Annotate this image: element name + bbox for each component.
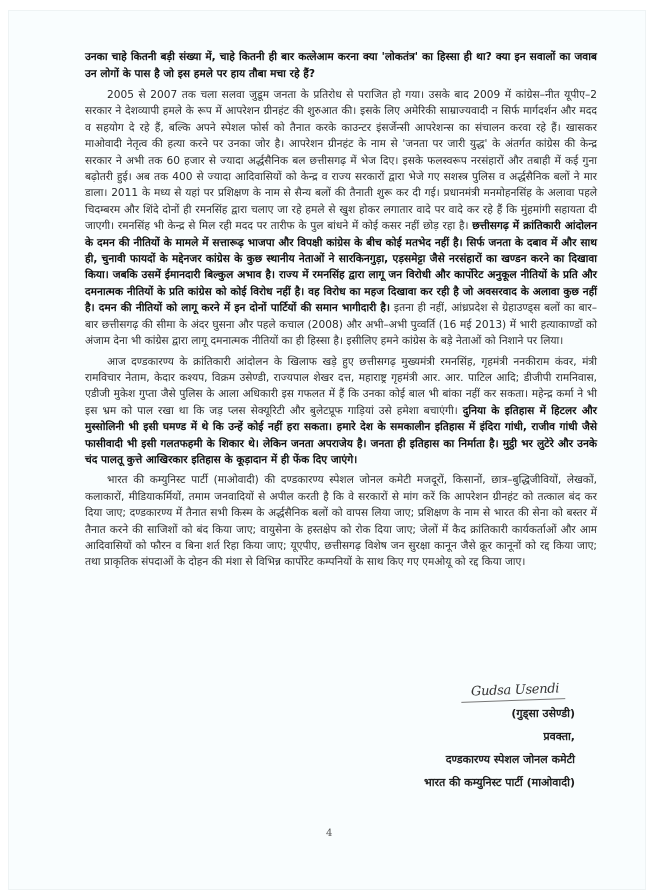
paragraph-operation-greenhunt [85,87,597,350]
signatory-party: भारत की कम्युनिस्ट पार्टी (माओवादी) [423,776,575,789]
lead-paragraph: उनका चाहे कितनी बड़ी संख्या में, चाहे कितनी ही बार कत्लेआम करना क्या 'लोकतंत्र' का हिस्सा ही था? क्या इन सवालों का जवाब उन लोगों के पास है जो इस हमले पर हाय तौबा मचा रहे हैं? [85,51,597,80]
page-number: 4 [326,828,333,839]
signatory-title: प्रवक्ता, [543,730,575,743]
paragraph-text: 2005 से 2007 तक चला सलवा जुडूम जनता के प्रतिरोध से पराजित हो गया। उसके बाद 2009 में कांग्रेस–नीत यूपीए–2 सरकार ने देशव्यापी हमले के रूप में आपरेशन ग्रीनहंट की शुरुआत की। इसके लिए अमेरिकी साम्राज्यवादी न सिर्फ मार्गदर्शन और मदद व सहयोग दे रहे हैं, बल्कि अपने स्पेशल फोर्स को तैनात करके काउन्टर इंसर्जेन्सी आपरेशन्स का संचालन करवा रहे हैं। खासकर माओवादी नेतृत्व की हत्या करने पर उनका जोर है। आपरेशन ग्रीनहंट के नाम से 'जनता पर जारी युद्ध' के अंतर्गत कांग्रेस की केन्द्र सरकार ने अभी तक 60 हजार से ज्यादा अर्द्धसैनिक बल छत्तीसगढ़ में भेज दिए। इसके फलस्वरूप नरसंहारों और तबाही में कई गुना बढ़ोतरी हुई। अब तक 400 से ज्यादा आदिवासियों को केन्द्र व राज्य सरकारों द्वारा भेजे गए सशस्त्र पुलिस व अर्द्धसैनिक बलों ने मार डाला। 2011 के मध्य से यहां पर प्रशिक्षण के नाम से सैन्य बलों की तैनाती शुरू कर दी गई। प्रधानमंत्री मनमोहनसिंह के अलावा पहले चिदम्बरम और शिंदे दोनों ही रमनसिंह द्वारा चलाए जा रहे हमले से खुश होकर लगातार वादे पर वादे कर रहे हैं कि मुंहमांगी सहायता दी जाएगी। रमनसिंह भी केन्द्र से मिल रही मदद पर तारीफ के पुल बांधने में कोई कसर नहीं छोड़ रहा है। [85,89,597,233]
paragraph-text: आज दण्डकारण्य के क्रांतिकारी आंदोलन के खिलाफ खड़े हुए छत्तीसगढ़ मुख्यमंत्री रमनसिंह, गृहमंत्री ननकीराम कंवर, मंत्री रामविचार नेताम, केदार कश्यप, विक्रम उसेण्डी, राज्यपाल शेखर दत्त, महाराष्ट्र गृहमंत्री आर. आर. पाटिल आदि; डीजीपी रामनिवास, एडीजी मुकेश गुप्ता जैसे पुलिस के आला अधिकारी इस गफलत में हैं कि उनका कोई बाल भी बांका नहीं कर सकता। महेन्द्र कर्मा ने भी इस भ्रम को पाल रखा था कि जड़ प्लस सेक्यूरिटी और बुलेटप्रूफ गाड़ियां उसे हमेशा बचाएंगी। [85,355,597,417]
paragraph-appeal: भारत की कम्युनिस्ट पार्टी (माओवादी) की दण्डकारण्य स्पेशल जोनल कमेटी मजदूरों, किसानों, छात्र–बुद्धिजीवियों, लेखकों, कलाकारों, मीडियाकर्मियों, तमाम जनवादियों से अपील करती है कि वे सरकारों से मांग करें कि आपरेशन ग्रीनहंट को तत्काल बंद कर दिया जाए; दण्डकारण्य में तैनात सभी किस्म के अर्द्धसैनिक बलों को वापस लिया जाए; प्रशिक्षण के नाम से भारत की सेना को बस्तर में तैनात करने की साजिशों को बंद किया जाए; वायुसेना के हस्तक्षेप को रोक दिया जाए; जेलों में कैद क्रांतिकारी कार्यकर्ताओं और आम आदिवासियों को फौरन व बिना शर्त रिहा किया जाए; यूएपीए, छत्तीसगढ़ विशेष जन सुरक्षा कानून जैसे क्रूर कानूनों को रद्द किया जाए; तथा प्राकृतिक संपदाओं के दोहन की मंशा से विभिन्न कार्पोरेट कम्पनियों के साथ किए गए एमओयू को रद्द किया जाए। [85,474,597,569]
handwritten-signature: Gudsa Usendi [460,680,565,703]
paragraph-dandakaranya [85,354,597,469]
signatory-name: (गुड्सा उसेण्डी) [511,707,575,720]
paragraph-text: इतना ही नहीं, आंध्रप्रदेश से ग्रेहाउण्ड्स बलों का बार–बार छत्तीसगढ़ की सीमा के अंदर घुसना और पहले कचाल (2008) और अभी–अभी पुव्वर्ति (16 मई 2013) में भारी हत्याकाण्डों को अंजाम देना भी कांग्रेस द्वारा लागू दमनात्मक नीतियों का ही हिस्सा है। इसीलिए हमने कांग्रेस के बड़े नेताओं को निशाने पर लिया। [85,302,598,348]
signature-block [424,679,575,794]
document-page [8,10,646,890]
paragraph-bold-text: दुनिया के इतिहास में हिटलर और मुस्सोलिनी भी इसी घमण्ड में थे कि उन्हें कोई नहीं हरा सकता। हमारे देश के समकालीन इतिहास में इंदिरा गांधी, राजीव गांधी जैसे फासीवादी भी इसी गलतफहमी के शिकार थे। लेकिन जनता अपराजेय है। जनता ही इतिहास का निर्माता है। मुट्ठी भर लुटेरे और उनके चंद पालतू कुत्ते आखिरकार इतिहास के कूड़ादान में ही फेंक दिए जाएंगे। [85,404,597,466]
document-body [85,49,597,575]
signatory-committee: दण्डकारण्य स्पेशल जोनल कमेटी [445,753,575,766]
paragraph-bold-text: छत्तीसगढ़ में क्रांतिकारी आंदोलन के दमन की नीतियों के मामले में सत्तारूढ़ भाजपा और विपक्षी कांग्रेस के बीच कोई मतभेद नहीं है। सिर्फ जनता के दबाव में और साथ ही, चुनावी फायदों के मद्देनजर कांग्रेस के कुछ स्थानीय नेताओं ने सारकिनगुड़ा, एड़समेट्टा जैसे नरसंहारों का खण्डन करने का दिखावा किया। जबकि उसमें ईमानदारी बिल्कुल अभाव है। राज्य में रमनसिंह द्वारा लागू जन विरोधी और कार्पोरेट अनुकूल नीतियों के प्रति और दमनात्मक नीतियों के प्रति कांग्रेस को कोई विरोध नहीं है। वह विरोध का महज दिखावा कर रही है जो अवसरवाद के अलावा कुछ नहीं है। दमन की नीतियों को लागू करने में इन दोनों पार्टियों की समान भागीदारी है। [85,220,597,315]
